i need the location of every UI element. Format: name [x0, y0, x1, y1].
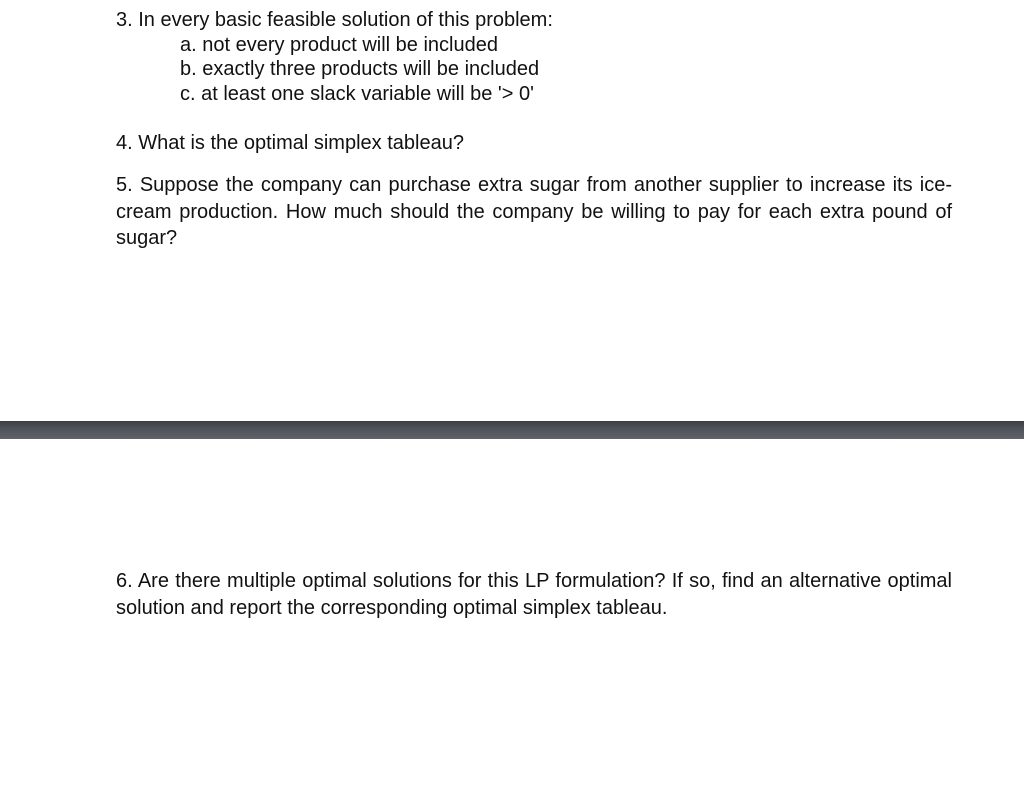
question-6: 6. Are there multiple optimal solutions for this LP formulation? If so, find an alternative optimal solution and report the corresponding optimal simplex tableau.	[116, 570, 952, 619]
question-4: 4. What is the optimal simplex tableau?	[116, 132, 464, 154]
page-separator	[0, 421, 1024, 439]
question-3-option-c: c. at least one slack variable will be '> 0'	[180, 82, 534, 105]
question-3-option-a: a. not every product will be included	[180, 33, 498, 56]
question-3-options	[116, 33, 553, 107]
question-3-option-b: b. exactly three products will be included	[180, 58, 540, 80]
question-3	[116, 8, 553, 106]
question-5: 5. Suppose the company can purchase extra sugar from another supplier to increase its ice-cream production. How much should the company be willing to pay for each extra pound of sugar?	[116, 174, 952, 249]
question-3-stem: 3. In every basic feasible solution of this problem:	[116, 9, 553, 31]
